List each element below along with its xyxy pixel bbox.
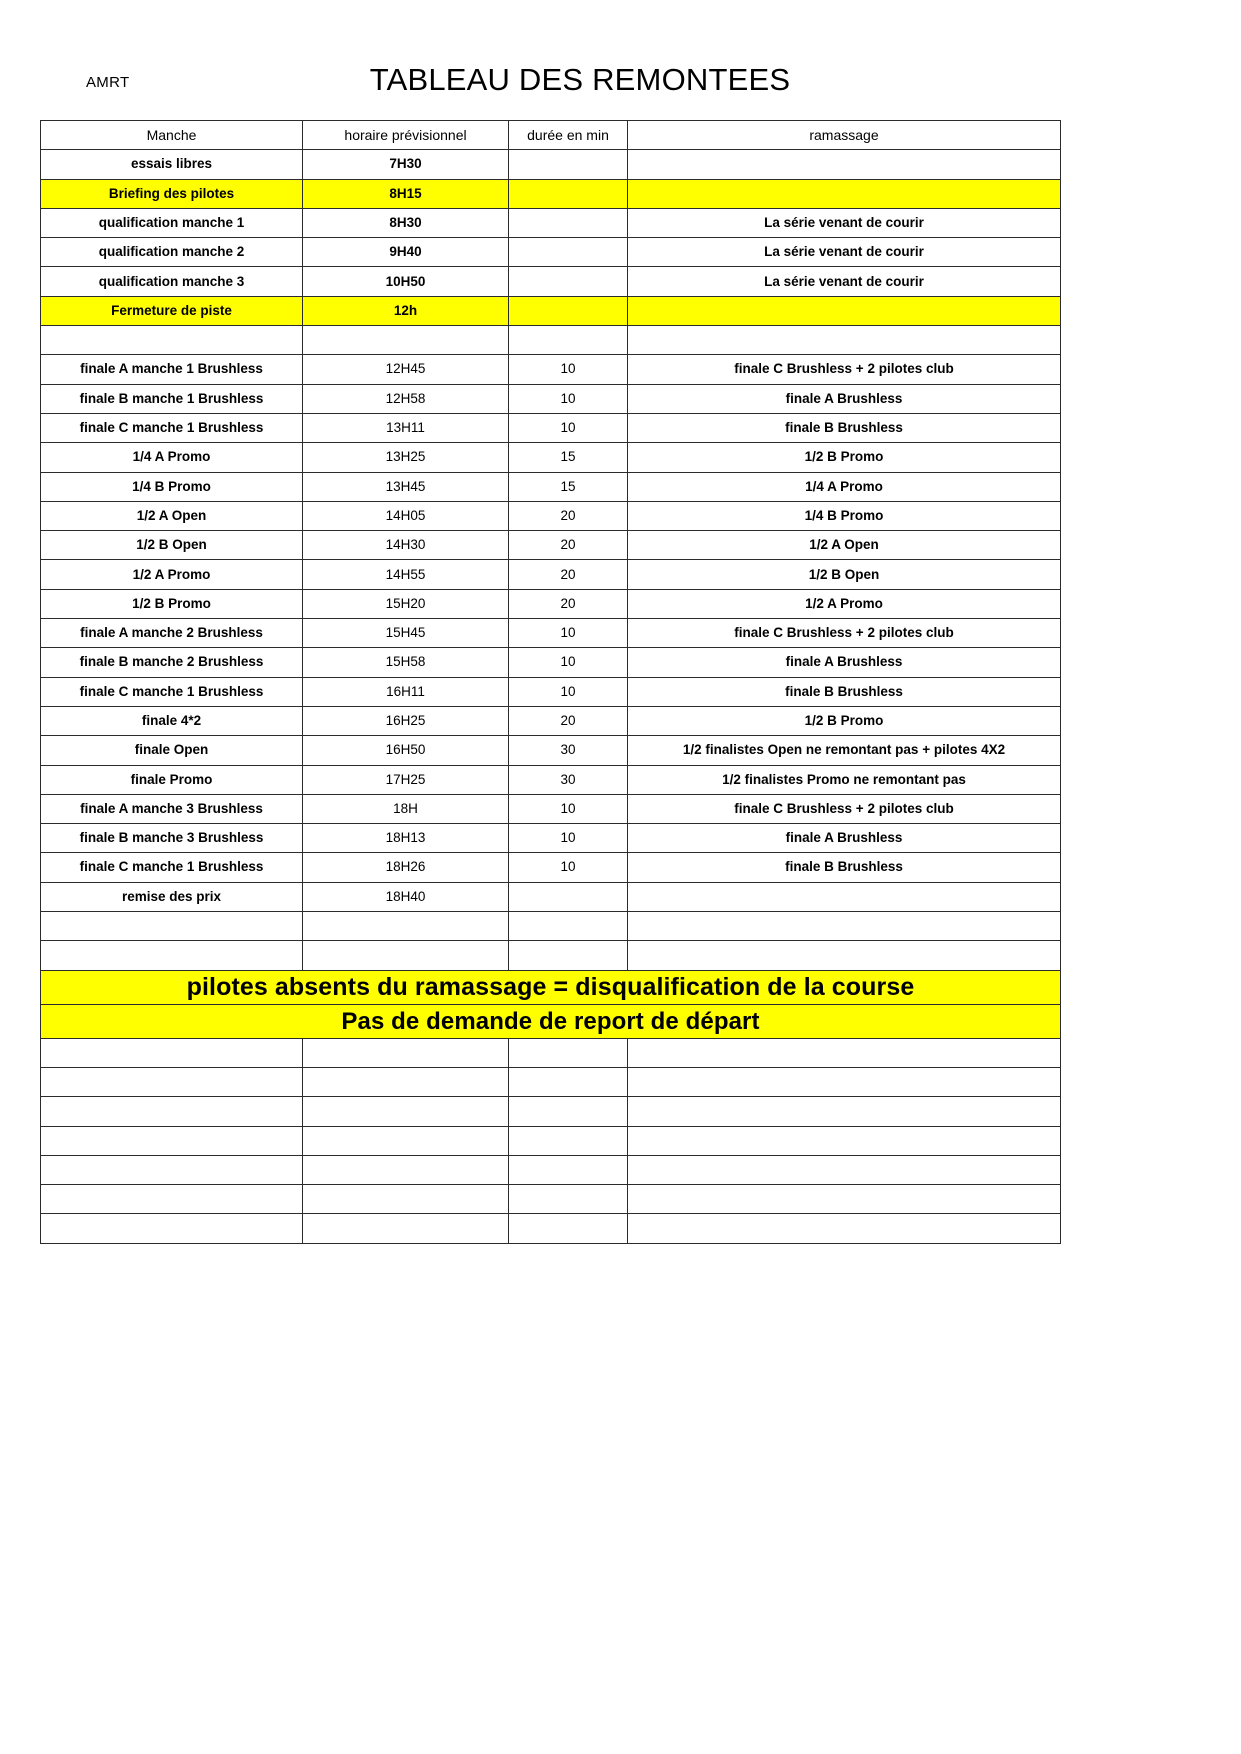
cell-empty: [509, 1097, 628, 1126]
cell-ramassage: [628, 912, 1061, 941]
cell-ramassage: La série venant de courir: [628, 267, 1061, 296]
cell-horaire: [303, 941, 509, 970]
cell-ramassage: 1/2 finalistes Open ne remontant pas + pilotes 4X2: [628, 736, 1061, 765]
cell-horaire: 13H11: [303, 413, 509, 442]
table-header-row: [41, 121, 1061, 150]
cell-ramassage: finale C Brushless + 2 pilotes club: [628, 619, 1061, 648]
cell-manche: essais libres: [41, 150, 303, 179]
cell-horaire: 15H58: [303, 648, 509, 677]
cell-empty: [41, 1126, 303, 1155]
table-row: [41, 560, 1061, 589]
cell-duree: [509, 179, 628, 208]
cell-horaire: 14H55: [303, 560, 509, 589]
cell-manche: finale B manche 1 Brushless: [41, 384, 303, 413]
notice-banner-row: [41, 970, 1061, 1004]
schedule-table: [40, 120, 1061, 1244]
cell-manche: finale 4*2: [41, 706, 303, 735]
cell-horaire: 9H40: [303, 238, 509, 267]
cell-empty: [509, 1067, 628, 1096]
cell-manche: remise des prix: [41, 882, 303, 911]
cell-horaire: 18H13: [303, 824, 509, 853]
cell-ramassage: 1/2 B Promo: [628, 706, 1061, 735]
cell-duree: [509, 238, 628, 267]
cell-manche: finale A manche 1 Brushless: [41, 355, 303, 384]
cell-empty: [628, 1038, 1061, 1067]
cell-manche: qualification manche 1: [41, 208, 303, 237]
cell-duree: 15: [509, 443, 628, 472]
table-row: [41, 706, 1061, 735]
cell-ramassage: [628, 326, 1061, 355]
table-body: [41, 150, 1061, 970]
table-row: [41, 267, 1061, 296]
cell-duree: [509, 267, 628, 296]
table-row: [41, 853, 1061, 882]
table-header: [41, 121, 1061, 150]
cell-manche: finale C manche 1 Brushless: [41, 413, 303, 442]
cell-ramassage: 1/4 B Promo: [628, 501, 1061, 530]
cell-horaire: 15H20: [303, 589, 509, 618]
table-row: [41, 1185, 1061, 1214]
table-row: [41, 941, 1061, 970]
cell-ramassage: 1/2 B Promo: [628, 443, 1061, 472]
cell-duree: 10: [509, 355, 628, 384]
cell-ramassage: 1/2 A Promo: [628, 589, 1061, 618]
cell-manche: 1/2 B Open: [41, 531, 303, 560]
cell-duree: 10: [509, 794, 628, 823]
cell-duree: 10: [509, 384, 628, 413]
cell-horaire: 8H30: [303, 208, 509, 237]
cell-manche: finale C manche 1 Brushless: [41, 677, 303, 706]
cell-manche: qualification manche 2: [41, 238, 303, 267]
cell-horaire: 16H25: [303, 706, 509, 735]
cell-empty: [509, 1038, 628, 1067]
cell-duree: [509, 326, 628, 355]
cell-ramassage: finale B Brushless: [628, 413, 1061, 442]
table-row: [41, 208, 1061, 237]
table-row: [41, 296, 1061, 325]
cell-manche: [41, 912, 303, 941]
table-row: [41, 619, 1061, 648]
cell-manche: [41, 326, 303, 355]
cell-ramassage: [628, 296, 1061, 325]
cell-horaire: 12H58: [303, 384, 509, 413]
notice-banner-text: pilotes absents du ramassage = disqualification de la course: [41, 970, 1061, 1004]
table-row: [41, 443, 1061, 472]
cell-duree: [509, 296, 628, 325]
table-row: [41, 1214, 1061, 1243]
cell-duree: 10: [509, 619, 628, 648]
table-row: [41, 648, 1061, 677]
cell-duree: [509, 208, 628, 237]
column-header-duree: durée en min: [509, 121, 628, 150]
cell-horaire: 17H25: [303, 765, 509, 794]
table-row: [41, 384, 1061, 413]
cell-empty: [41, 1097, 303, 1126]
cell-duree: 20: [509, 531, 628, 560]
table-row: [41, 501, 1061, 530]
table-row: [41, 824, 1061, 853]
cell-empty: [303, 1126, 509, 1155]
cell-duree: 20: [509, 501, 628, 530]
cell-ramassage: finale A Brushless: [628, 648, 1061, 677]
cell-empty: [628, 1097, 1061, 1126]
cell-ramassage: [628, 941, 1061, 970]
table-row: [41, 589, 1061, 618]
cell-horaire: 14H05: [303, 501, 509, 530]
cell-ramassage: La série venant de courir: [628, 208, 1061, 237]
cell-empty: [41, 1185, 303, 1214]
cell-duree: 10: [509, 824, 628, 853]
cell-duree: 10: [509, 648, 628, 677]
table-row: [41, 912, 1061, 941]
table-row: [41, 179, 1061, 208]
cell-horaire: 12h: [303, 296, 509, 325]
table-row: [41, 1126, 1061, 1155]
cell-ramassage: finale B Brushless: [628, 853, 1061, 882]
cell-empty: [509, 1214, 628, 1243]
cell-horaire: 10H50: [303, 267, 509, 296]
cell-empty: [303, 1185, 509, 1214]
cell-horaire: 13H25: [303, 443, 509, 472]
cell-empty: [509, 1185, 628, 1214]
cell-manche: Fermeture de piste: [41, 296, 303, 325]
cell-duree: [509, 882, 628, 911]
cell-empty: [509, 1126, 628, 1155]
table-row: [41, 326, 1061, 355]
cell-horaire: 18H26: [303, 853, 509, 882]
cell-ramassage: finale B Brushless: [628, 677, 1061, 706]
cell-manche: finale A manche 2 Brushless: [41, 619, 303, 648]
table-empty-rows: [41, 1038, 1061, 1243]
cell-empty: [628, 1185, 1061, 1214]
table-row: [41, 794, 1061, 823]
cell-duree: 20: [509, 706, 628, 735]
table-row: [41, 765, 1061, 794]
cell-ramassage: finale A Brushless: [628, 824, 1061, 853]
table-row: [41, 736, 1061, 765]
cell-manche: finale C manche 1 Brushless: [41, 853, 303, 882]
cell-duree: 30: [509, 736, 628, 765]
cell-horaire: [303, 326, 509, 355]
cell-horaire: 13H45: [303, 472, 509, 501]
cell-horaire: 16H50: [303, 736, 509, 765]
cell-empty: [303, 1038, 509, 1067]
cell-duree: 20: [509, 560, 628, 589]
cell-manche: 1/4 B Promo: [41, 472, 303, 501]
page-title: TABLEAU DES REMONTEES: [369, 62, 791, 97]
cell-ramassage: 1/2 finalistes Promo ne remontant pas: [628, 765, 1061, 794]
table-row: [41, 1067, 1061, 1096]
table-row: [41, 882, 1061, 911]
cell-ramassage: 1/4 A Promo: [628, 472, 1061, 501]
cell-empty: [41, 1067, 303, 1096]
cell-duree: [509, 912, 628, 941]
cell-ramassage: [628, 179, 1061, 208]
cell-ramassage: [628, 150, 1061, 179]
cell-horaire: [303, 912, 509, 941]
cell-manche: finale Open: [41, 736, 303, 765]
cell-horaire: 7H30: [303, 150, 509, 179]
cell-manche: [41, 941, 303, 970]
cell-horaire: 15H45: [303, 619, 509, 648]
table-row: [41, 355, 1061, 384]
cell-duree: [509, 941, 628, 970]
cell-empty: [628, 1067, 1061, 1096]
cell-empty: [41, 1155, 303, 1184]
cell-manche: 1/4 A Promo: [41, 443, 303, 472]
cell-manche: finale Promo: [41, 765, 303, 794]
cell-ramassage: finale C Brushless + 2 pilotes club: [628, 355, 1061, 384]
cell-empty: [628, 1126, 1061, 1155]
cell-ramassage: 1/2 B Open: [628, 560, 1061, 589]
cell-empty: [628, 1155, 1061, 1184]
cell-horaire: 12H45: [303, 355, 509, 384]
column-header-manche: Manche: [41, 121, 303, 150]
table-row: [41, 150, 1061, 179]
cell-duree: 10: [509, 677, 628, 706]
cell-duree: 30: [509, 765, 628, 794]
cell-empty: [303, 1155, 509, 1184]
cell-duree: 15: [509, 472, 628, 501]
cell-ramassage: finale C Brushless + 2 pilotes club: [628, 794, 1061, 823]
notice-banner-row: [41, 1004, 1061, 1038]
cell-manche: qualification manche 3: [41, 267, 303, 296]
cell-ramassage: La série venant de courir: [628, 238, 1061, 267]
organization-label: AMRT: [86, 74, 130, 91]
cell-manche: 1/2 B Promo: [41, 589, 303, 618]
cell-manche: 1/2 A Promo: [41, 560, 303, 589]
table-row: [41, 238, 1061, 267]
cell-horaire: 18H40: [303, 882, 509, 911]
table-row: [41, 1097, 1061, 1126]
cell-ramassage: finale A Brushless: [628, 384, 1061, 413]
cell-horaire: 14H30: [303, 531, 509, 560]
cell-horaire: 18H: [303, 794, 509, 823]
document-header: [0, 62, 1241, 108]
cell-empty: [509, 1155, 628, 1184]
table-row: [41, 1038, 1061, 1067]
cell-manche: finale B manche 2 Brushless: [41, 648, 303, 677]
cell-duree: 10: [509, 413, 628, 442]
cell-empty: [41, 1038, 303, 1067]
cell-duree: 20: [509, 589, 628, 618]
cell-ramassage: [628, 882, 1061, 911]
table-row: [41, 677, 1061, 706]
cell-empty: [303, 1214, 509, 1243]
cell-horaire: 8H15: [303, 179, 509, 208]
notice-banner-text: Pas de demande de report de départ: [41, 1004, 1061, 1038]
cell-manche: finale A manche 3 Brushless: [41, 794, 303, 823]
table-row: [41, 472, 1061, 501]
cell-horaire: 16H11: [303, 677, 509, 706]
cell-manche: Briefing des pilotes: [41, 179, 303, 208]
notice-banners: [41, 970, 1061, 1038]
cell-empty: [303, 1097, 509, 1126]
column-header-ramassage: ramassage: [628, 121, 1061, 150]
cell-empty: [41, 1214, 303, 1243]
cell-empty: [628, 1214, 1061, 1243]
table-row: [41, 1155, 1061, 1184]
cell-duree: 10: [509, 853, 628, 882]
cell-manche: 1/2 A Open: [41, 501, 303, 530]
table-row: [41, 531, 1061, 560]
cell-manche: finale B manche 3 Brushless: [41, 824, 303, 853]
column-header-horaire: horaire prévisionnel: [303, 121, 509, 150]
cell-ramassage: 1/2 A Open: [628, 531, 1061, 560]
cell-duree: [509, 150, 628, 179]
table-row: [41, 413, 1061, 442]
cell-empty: [303, 1067, 509, 1096]
